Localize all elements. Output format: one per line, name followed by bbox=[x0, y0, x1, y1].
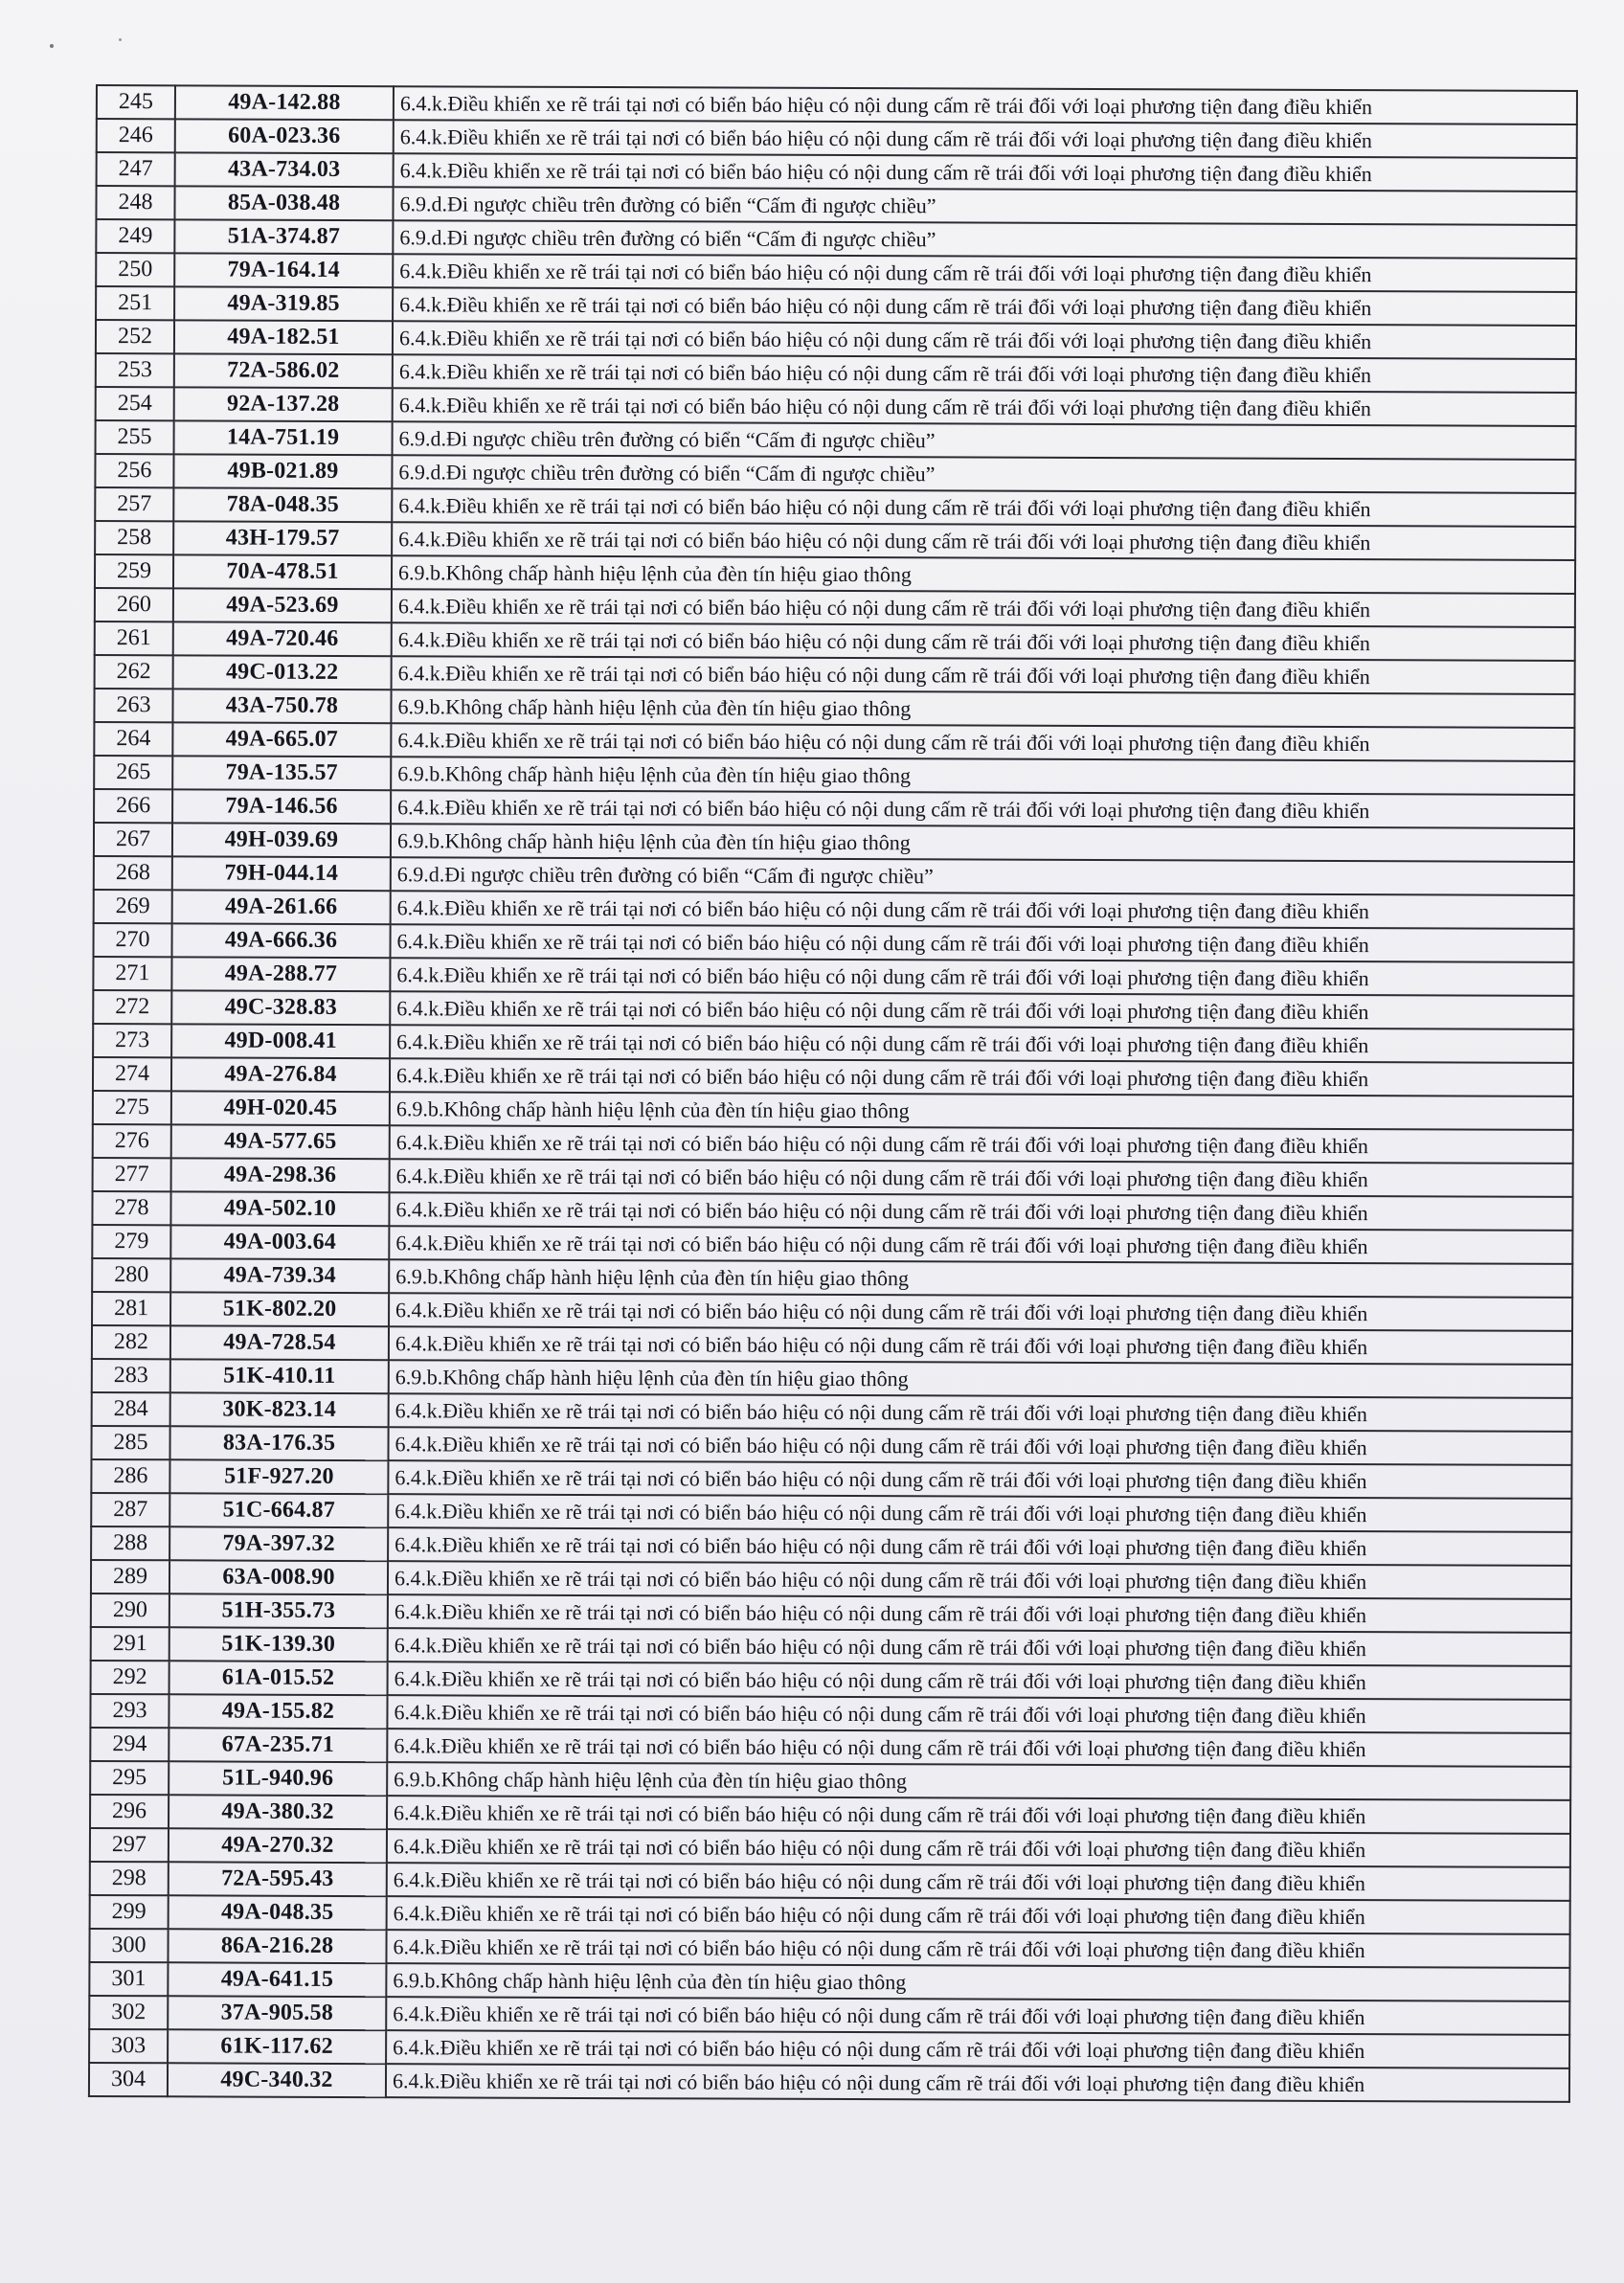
table-row bbox=[90, 1761, 1570, 1800]
violation-description: 6.4.k.Điều khiển xe rẽ trái tại nơi có biển báo hiệu có nội dung cấm rẽ trái đối với loại phương tiện đang điều khiển bbox=[388, 1427, 1571, 1465]
license-plate: 49A-577.65 bbox=[171, 1124, 390, 1159]
license-plate: 86A-216.28 bbox=[168, 1929, 386, 1963]
row-number: 302 bbox=[89, 1996, 168, 2029]
violation-description: 6.4.k.Điều khiển xe rẽ trái tại nơi có biển báo hiệu có nội dung cấm rẽ trái đối với loại phương tiện đang điều khiển bbox=[387, 1863, 1570, 1901]
license-plate: 43H-179.57 bbox=[173, 521, 392, 555]
license-plate: 49A-665.07 bbox=[172, 722, 391, 757]
table-row bbox=[94, 756, 1574, 795]
violation-description: 6.4.k.Điều khiển xe rẽ trái tại nơi có biển báo hiệu có nội dung cấm rẽ trái đối với loại phương tiện đang điều khiển bbox=[393, 354, 1576, 393]
violation-description: 6.4.k.Điều khiển xe rẽ trái tại nơi có biển báo hiệu có nội dung cấm rẽ trái đối với loại phương tiện đang điều khiển bbox=[389, 1192, 1572, 1231]
license-plate: 49A-182.51 bbox=[174, 320, 393, 354]
license-plate: 61K-117.62 bbox=[168, 2029, 386, 2064]
table-row bbox=[89, 1962, 1569, 2001]
table-row bbox=[93, 957, 1573, 996]
license-plate: 49H-039.69 bbox=[172, 823, 391, 857]
violation-description: 6.4.k.Điều khiển xe rẽ trái tại nơi có biển báo hiệu có nội dung cấm rẽ trái đối với loại phương tiện đang điều khiển bbox=[387, 1729, 1570, 1767]
license-plate: 63A-008.90 bbox=[169, 1560, 388, 1594]
violation-description: 6.4.k.Điều khiển xe rẽ trái tại nơi có biển báo hiệu có nội dung cấm rẽ trái đối với loại phương tiện đang điều khiển bbox=[390, 958, 1573, 996]
violation-description: 6.4.k.Điều khiển xe rẽ trái tại nơi có biển báo hiệu có nội dung cấm rẽ trái đối với loại phương tiện đang điều khiển bbox=[386, 2064, 1569, 2102]
row-number: 253 bbox=[96, 353, 174, 387]
violation-description: 6.4.k.Điều khiển xe rẽ trái tại nơi có biển báo hiệu có nội dung cấm rẽ trái đối với loại phương tiện đang điều khiển bbox=[394, 153, 1577, 192]
row-number: 277 bbox=[93, 1158, 171, 1191]
row-number: 291 bbox=[91, 1627, 169, 1661]
row-number: 285 bbox=[91, 1426, 169, 1459]
license-plate: 51F-927.20 bbox=[169, 1459, 388, 1494]
violation-description: 6.4.k.Điều khiển xe rẽ trái tại nơi có biển báo hiệu có nội dung cấm rẽ trái đối với loại phương tiện đang điều khiển bbox=[388, 1561, 1571, 1599]
table-row bbox=[93, 1091, 1573, 1130]
row-number: 260 bbox=[95, 588, 173, 622]
violation-description: 6.9.b.Không chấp hành hiệu lệnh của đèn tín hiệu giao thông bbox=[390, 1092, 1573, 1130]
row-number: 247 bbox=[97, 152, 175, 186]
table-row bbox=[90, 1895, 1570, 1934]
violation-description: 6.4.k.Điều khiển xe rẽ trái tại nơi có biển báo hiệu có nội dung cấm rẽ trái đối với loại phương tiện đang điều khiển bbox=[393, 321, 1576, 359]
row-number: 304 bbox=[89, 2063, 168, 2096]
table-row bbox=[90, 1795, 1570, 1834]
table-row bbox=[95, 521, 1575, 560]
row-number: 294 bbox=[90, 1728, 169, 1761]
row-number: 293 bbox=[90, 1694, 169, 1728]
violation-description: 6.4.k.Điều khiển xe rẽ trái tại nơi có biển báo hiệu có nội dung cấm rẽ trái đối với loại phương tiện đang điều khiển bbox=[389, 1393, 1572, 1432]
license-plate: 49C-328.83 bbox=[171, 990, 390, 1025]
table-row bbox=[89, 1929, 1569, 1968]
license-plate: 92A-137.28 bbox=[174, 387, 393, 421]
license-plate: 49H-020.45 bbox=[171, 1091, 390, 1125]
violation-description: 6.4.k.Điều khiển xe rẽ trái tại nơi có biển báo hiệu có nội dung cấm rẽ trái đối với loại phương tiện đang điều khiển bbox=[389, 1326, 1572, 1365]
violation-description: 6.4.k.Điều khiển xe rẽ trái tại nơi có biển báo hiệu có nội dung cấm rẽ trái đối với loại phương tiện đang điều khiển bbox=[388, 1527, 1571, 1566]
violation-description: 6.4.k.Điều khiển xe rẽ trái tại nơi có biển báo hiệu có nội dung cấm rẽ trái đối với loại phương tiện đang điều khiển bbox=[394, 86, 1577, 124]
row-number: 287 bbox=[91, 1493, 169, 1526]
violation-description: 6.4.k.Điều khiển xe rẽ trái tại nơi có biển báo hiệu có nội dung cấm rẽ trái đối với loại phương tiện đang điều khiển bbox=[390, 1125, 1573, 1164]
row-number: 279 bbox=[92, 1225, 170, 1258]
violation-description: 6.4.k.Điều khiển xe rẽ trái tại nơi có biển báo hiệu có nội dung cấm rẽ trái đối với loại phương tiện đang điều khiển bbox=[391, 723, 1574, 761]
violation-description: 6.9.b.Không chấp hành hiệu lệnh của đèn tín hiệu giao thông bbox=[391, 757, 1574, 795]
speck-mark bbox=[119, 38, 122, 41]
row-number: 274 bbox=[93, 1057, 171, 1091]
violation-description: 6.4.k.Điều khiển xe rẽ trái tại nơi có biển báo hiệu có nội dung cấm rẽ trái đối với loại phương tiện đang điều khiển bbox=[389, 1293, 1572, 1331]
row-number: 295 bbox=[90, 1761, 169, 1795]
license-plate: 83A-176.35 bbox=[169, 1426, 388, 1460]
violation-description: 6.4.k.Điều khiển xe rẽ trái tại nơi có biển báo hiệu có nội dung cấm rẽ trái đối với loại phương tiện đang điều khiển bbox=[388, 1460, 1571, 1499]
row-number: 297 bbox=[90, 1828, 169, 1862]
violation-description: 6.9.d.Đi ngược chiều trên đường có biển “Cấm đi ngược chiều” bbox=[391, 857, 1574, 895]
license-plate: 49C-340.32 bbox=[168, 2063, 386, 2097]
row-number: 267 bbox=[94, 823, 172, 856]
violation-description: 6.4.k.Điều khiển xe rẽ trái tại nơi có biển báo hiệu có nội dung cấm rẽ trái đối với loại phương tiện đang điều khiển bbox=[392, 622, 1575, 661]
table-row bbox=[94, 722, 1574, 761]
license-plate: 79A-135.57 bbox=[172, 756, 391, 790]
table-row bbox=[93, 1057, 1573, 1096]
violation-description: 6.4.k.Điều khiển xe rẽ trái tại nơi có biển báo hiệu có nội dung cấm rẽ trái đối với loại phương tiện đang điều khiển bbox=[387, 1796, 1570, 1834]
table-row bbox=[94, 689, 1574, 728]
row-number: 290 bbox=[91, 1594, 169, 1627]
row-number: 245 bbox=[97, 85, 175, 119]
license-plate: 72A-595.43 bbox=[169, 1862, 387, 1896]
row-number: 248 bbox=[96, 186, 174, 219]
row-number: 261 bbox=[95, 622, 173, 655]
row-number: 272 bbox=[93, 990, 171, 1024]
table-row bbox=[91, 1661, 1571, 1700]
violation-description: 6.9.b.Không chấp hành hiệu lệnh của đèn tín hiệu giao thông bbox=[389, 1259, 1572, 1298]
violation-description: 6.4.k.Điều khiển xe rẽ trái tại nơi có biển báo hiệu có nội dung cấm rẽ trái đối với loại phương tiện đang điều khiển bbox=[391, 790, 1574, 828]
license-plate: 51H-355.73 bbox=[169, 1594, 388, 1628]
violation-description: 6.4.k.Điều khiển xe rẽ trái tại nơi có biển báo hiệu có nội dung cấm rẽ trái đối với loại phương tiện đang điều khiển bbox=[388, 1628, 1571, 1666]
license-plate: 49C-013.22 bbox=[173, 655, 392, 689]
violation-description: 6.9.d.Đi ngược chiều trên đường có biển “Cấm đi ngược chiều” bbox=[393, 187, 1576, 225]
table-row bbox=[95, 487, 1575, 527]
row-number: 252 bbox=[96, 320, 174, 353]
table-row bbox=[92, 1325, 1572, 1365]
license-plate: 43A-750.78 bbox=[172, 689, 391, 723]
row-number: 288 bbox=[91, 1526, 169, 1560]
table-row bbox=[91, 1426, 1571, 1465]
table-row bbox=[95, 454, 1575, 493]
table-row bbox=[90, 1728, 1570, 1767]
violation-description: 6.4.k.Điều khiển xe rẽ trái tại nơi có biển báo hiệu có nội dung cấm rẽ trái đối với loại phương tiện đang điều khiển bbox=[387, 1695, 1570, 1733]
license-plate: 49A-666.36 bbox=[172, 923, 391, 958]
table-row bbox=[91, 1627, 1571, 1666]
license-plate: 49A-319.85 bbox=[174, 286, 393, 321]
row-number: 265 bbox=[94, 756, 172, 789]
table-row bbox=[94, 789, 1574, 828]
table-row bbox=[97, 119, 1577, 158]
row-number: 254 bbox=[96, 387, 174, 420]
license-plate: 43A-734.03 bbox=[175, 152, 394, 187]
license-plate: 49A-261.66 bbox=[172, 890, 391, 924]
license-plate: 70A-478.51 bbox=[173, 554, 392, 589]
row-number: 271 bbox=[93, 957, 171, 990]
license-plate: 49A-288.77 bbox=[171, 957, 390, 991]
license-plate: 49A-728.54 bbox=[170, 1325, 389, 1360]
row-number: 262 bbox=[95, 655, 173, 689]
table-row bbox=[94, 856, 1574, 895]
row-number: 255 bbox=[96, 420, 174, 454]
table-row bbox=[96, 186, 1576, 225]
table-row bbox=[96, 286, 1576, 326]
table-row bbox=[91, 1526, 1571, 1566]
license-plate: 14A-751.19 bbox=[174, 420, 393, 455]
license-plate: 49A-298.36 bbox=[171, 1158, 390, 1192]
violation-description: 6.9.b.Không chấp hành hiệu lệnh của đèn tín hiệu giao thông bbox=[386, 1963, 1569, 2001]
row-number: 266 bbox=[94, 789, 172, 823]
table-row bbox=[92, 1225, 1572, 1264]
row-number: 263 bbox=[94, 689, 172, 722]
violation-description: 6.9.d.Đi ngược chiều trên đường có biển “Cấm đi ngược chiều” bbox=[393, 220, 1576, 259]
table-row bbox=[92, 1359, 1572, 1398]
row-number: 301 bbox=[89, 1962, 168, 1996]
violation-description: 6.4.k.Điều khiển xe rẽ trái tại nơi có biển báo hiệu có nội dung cấm rẽ trái đối với loại phương tiện đang điều khiển bbox=[389, 1226, 1572, 1264]
speck-mark bbox=[50, 44, 54, 48]
row-number: 282 bbox=[92, 1325, 170, 1359]
table-row bbox=[92, 1292, 1572, 1331]
table-row bbox=[95, 622, 1575, 661]
license-plate: 49D-008.41 bbox=[171, 1024, 390, 1058]
violation-description: 6.4.k.Điều khiển xe rẽ trái tại nơi có biển báo hiệu có nội dung cấm rẽ trái đối với loại phương tiện đang điều khiển bbox=[390, 1159, 1573, 1197]
table-row bbox=[89, 2029, 1569, 2068]
table-row bbox=[96, 253, 1576, 292]
row-number: 278 bbox=[92, 1191, 170, 1225]
violation-description: 6.4.k.Điều khiển xe rẽ trái tại nơi có biển báo hiệu có nội dung cấm rẽ trái đối với loại phương tiện đang điều khiển bbox=[393, 254, 1576, 292]
violation-description: 6.4.k.Điều khiển xe rẽ trái tại nơi có biển báo hiệu có nội dung cấm rẽ trái đối với loại phương tiện đang điều khiển bbox=[386, 2030, 1569, 2068]
table-row bbox=[93, 1124, 1573, 1164]
license-plate: 51K-139.30 bbox=[169, 1627, 388, 1661]
violation-description: 6.4.k.Điều khiển xe rẽ trái tại nơi có biển báo hiệu có nội dung cấm rẽ trái đối với loại phương tiện đang điều khiển bbox=[386, 1997, 1569, 2035]
license-plate: 49A-739.34 bbox=[170, 1258, 389, 1293]
table-row bbox=[92, 1258, 1572, 1298]
row-number: 249 bbox=[96, 219, 174, 253]
table-row bbox=[94, 823, 1574, 862]
violation-description: 6.4.k.Điều khiển xe rẽ trái tại nơi có biển báo hiệu có nội dung cấm rẽ trái đối với loại phương tiện đang điều khiển bbox=[388, 1661, 1571, 1700]
table-row bbox=[95, 588, 1575, 627]
violation-description: 6.4.k.Điều khiển xe rẽ trái tại nơi có biển báo hiệu có nội dung cấm rẽ trái đối với loại phương tiện đang điều khiển bbox=[390, 1058, 1573, 1096]
violation-description: 6.4.k.Điều khiển xe rẽ trái tại nơi có biển báo hiệu có nội dung cấm rẽ trái đối với loại phương tiện đang điều khiển bbox=[394, 120, 1577, 158]
violation-description: 6.4.k.Điều khiển xe rẽ trái tại nơi có biển báo hiệu có nội dung cấm rẽ trái đối với loại phương tiện đang điều khiển bbox=[387, 1896, 1570, 1934]
row-number: 275 bbox=[93, 1091, 171, 1124]
table-row bbox=[93, 1158, 1573, 1197]
row-number: 303 bbox=[89, 2029, 168, 2063]
license-plate: 49A-502.10 bbox=[170, 1191, 389, 1226]
row-number: 289 bbox=[91, 1560, 169, 1594]
row-number: 268 bbox=[94, 856, 172, 890]
table-row bbox=[89, 1996, 1569, 2035]
row-number: 284 bbox=[92, 1392, 170, 1426]
row-number: 251 bbox=[96, 286, 174, 320]
license-plate: 49A-720.46 bbox=[173, 622, 392, 656]
violation-description: 6.4.k.Điều khiển xe rẽ trái tại nơi có biển báo hiệu có nội dung cấm rẽ trái đối với loại phương tiện đang điều khiển bbox=[392, 522, 1575, 560]
license-plate: 79H-044.14 bbox=[172, 856, 391, 891]
license-plate: 60A-023.36 bbox=[175, 119, 394, 153]
violation-description: 6.4.k.Điều khiển xe rẽ trái tại nơi có biển báo hiệu có nội dung cấm rẽ trái đối với loại phương tiện đang điều khiển bbox=[392, 589, 1575, 627]
violation-table-body bbox=[89, 85, 1577, 2102]
table-row bbox=[90, 1828, 1570, 1867]
row-number: 256 bbox=[95, 454, 173, 487]
license-plate: 51K-802.20 bbox=[170, 1292, 389, 1326]
violation-description: 6.9.d.Đi ngược chiều trên đường có biển “Cấm đi ngược chiều” bbox=[392, 455, 1575, 493]
row-number: 281 bbox=[92, 1292, 170, 1325]
license-plate: 49A-276.84 bbox=[171, 1057, 390, 1092]
row-number: 283 bbox=[92, 1359, 170, 1392]
license-plate: 51L-940.96 bbox=[169, 1761, 387, 1796]
license-plate: 85A-038.48 bbox=[174, 186, 393, 220]
violation-description: 6.9.b.Không chấp hành hiệu lệnh của đèn tín hiệu giao thông bbox=[391, 824, 1574, 862]
license-plate: 51A-374.87 bbox=[174, 219, 393, 254]
license-plate: 49A-380.32 bbox=[169, 1795, 387, 1829]
table-row bbox=[89, 2063, 1569, 2102]
row-number: 276 bbox=[93, 1124, 171, 1158]
table-row bbox=[96, 420, 1576, 460]
table-row bbox=[91, 1560, 1571, 1599]
table-row bbox=[91, 1493, 1571, 1532]
row-number: 250 bbox=[96, 253, 174, 286]
row-number: 298 bbox=[90, 1862, 169, 1895]
table-row bbox=[96, 320, 1576, 359]
row-number: 259 bbox=[95, 554, 173, 588]
license-plate: 37A-905.58 bbox=[168, 1996, 386, 2030]
table-row bbox=[92, 1392, 1572, 1432]
license-plate: 78A-048.35 bbox=[173, 487, 392, 522]
license-plate: 61A-015.52 bbox=[169, 1661, 388, 1695]
violation-description: 6.9.b.Không chấp hành hiệu lệnh của đèn tín hiệu giao thông bbox=[392, 555, 1575, 594]
license-plate: 72A-586.02 bbox=[174, 353, 393, 388]
row-number: 269 bbox=[94, 890, 172, 923]
license-plate: 79A-146.56 bbox=[172, 789, 391, 824]
violation-description: 6.4.k.Điều khiển xe rẽ trái tại nơi có biển báo hiệu có nội dung cấm rẽ trái đối với loại phương tiện đang điều khiển bbox=[393, 388, 1576, 426]
license-plate: 49A-641.15 bbox=[168, 1962, 386, 1997]
table-row bbox=[90, 1694, 1570, 1733]
violation-description: 6.4.k.Điều khiển xe rẽ trái tại nơi có biển báo hiệu có nội dung cấm rẽ trái đối với loại phương tiện đang điều khiển bbox=[392, 488, 1575, 527]
row-number: 257 bbox=[95, 487, 173, 521]
row-number: 246 bbox=[97, 119, 175, 152]
table-row bbox=[93, 990, 1573, 1029]
row-number: 300 bbox=[89, 1929, 168, 1962]
table-row bbox=[92, 1191, 1572, 1231]
violation-description: 6.4.k.Điều khiển xe rẽ trái tại nơi có biển báo hiệu có nội dung cấm rẽ trái đối với loại phương tiện đang điều khiển bbox=[388, 1494, 1571, 1532]
row-number: 264 bbox=[94, 722, 172, 756]
table-row bbox=[95, 655, 1575, 694]
table-row bbox=[95, 554, 1575, 594]
license-plate: 79A-397.32 bbox=[169, 1526, 388, 1561]
violation-description: 6.9.b.Không chấp hành hiệu lệnh của đèn tín hiệu giao thông bbox=[389, 1360, 1572, 1398]
violation-description: 6.4.k.Điều khiển xe rẽ trái tại nơi có biển báo hiệu có nội dung cấm rẽ trái đối với loại phương tiện đang điều khiển bbox=[387, 1829, 1570, 1867]
violation-description: 6.4.k.Điều khiển xe rẽ trái tại nơi có biển báo hiệu có nội dung cấm rẽ trái đối với loại phương tiện đang điều khiển bbox=[390, 991, 1573, 1029]
table-row bbox=[91, 1594, 1571, 1633]
table-row bbox=[94, 923, 1574, 962]
license-plate: 51C-664.87 bbox=[169, 1493, 388, 1527]
violation-description: 6.4.k.Điều khiển xe rẽ trái tại nơi có biển báo hiệu có nội dung cấm rẽ trái đối với loại phương tiện đang điều khiển bbox=[388, 1594, 1571, 1633]
license-plate: 49A-270.32 bbox=[169, 1828, 387, 1863]
table-row bbox=[96, 219, 1576, 259]
license-plate: 49A-523.69 bbox=[173, 588, 392, 622]
license-plate: 49B-021.89 bbox=[173, 454, 392, 488]
row-number: 270 bbox=[94, 923, 172, 957]
license-plate: 79A-164.14 bbox=[174, 253, 393, 287]
violation-description: 6.9.b.Không chấp hành hiệu lệnh của đèn tín hiệu giao thông bbox=[387, 1762, 1570, 1800]
violation-description: 6.4.k.Điều khiển xe rẽ trái tại nơi có biển báo hiệu có nội dung cấm rẽ trái đối với loại phương tiện đang điều khiển bbox=[390, 1025, 1573, 1063]
violation-description: 6.4.k.Điều khiển xe rẽ trái tại nơi có biển báo hiệu có nội dung cấm rẽ trái đối với loại phương tiện đang điều khiển bbox=[393, 287, 1576, 326]
table-row bbox=[97, 85, 1577, 124]
row-number: 292 bbox=[91, 1661, 169, 1694]
violation-table bbox=[88, 84, 1578, 2103]
table-row bbox=[96, 353, 1576, 393]
license-plate: 49A-142.88 bbox=[175, 85, 394, 120]
table-row bbox=[97, 152, 1577, 192]
row-number: 299 bbox=[90, 1895, 169, 1929]
license-plate: 67A-235.71 bbox=[169, 1728, 387, 1762]
row-number: 280 bbox=[92, 1258, 170, 1292]
table-row bbox=[94, 890, 1574, 929]
license-plate: 49A-048.35 bbox=[169, 1895, 387, 1930]
table-row bbox=[90, 1862, 1570, 1901]
row-number: 258 bbox=[95, 521, 173, 554]
row-number: 286 bbox=[91, 1459, 169, 1493]
violation-description: 6.4.k.Điều khiển xe rẽ trái tại nơi có biển báo hiệu có nội dung cấm rẽ trái đối với loại phương tiện đang điều khiển bbox=[391, 891, 1574, 929]
license-plate: 49A-003.64 bbox=[170, 1225, 389, 1259]
violation-description: 6.9.d.Đi ngược chiều trên đường có biển “Cấm đi ngược chiều” bbox=[393, 421, 1576, 460]
license-plate: 49A-155.82 bbox=[169, 1694, 387, 1729]
row-number: 273 bbox=[93, 1024, 171, 1057]
violation-table-wrapper bbox=[88, 84, 1578, 2103]
violation-description: 6.4.k.Điều khiển xe rẽ trái tại nơi có biển báo hiệu có nội dung cấm rẽ trái đối với loại phương tiện đang điều khiển bbox=[390, 924, 1573, 962]
license-plate: 30K-823.14 bbox=[170, 1392, 389, 1427]
violation-description: 6.4.k.Điều khiển xe rẽ trái tại nơi có biển báo hiệu có nội dung cấm rẽ trái đối với loại phương tiện đang điều khiển bbox=[386, 1930, 1569, 1968]
row-number: 296 bbox=[90, 1795, 169, 1828]
license-plate: 51K-410.11 bbox=[170, 1359, 389, 1393]
violation-description: 6.9.b.Không chấp hành hiệu lệnh của đèn tín hiệu giao thông bbox=[391, 689, 1574, 728]
violation-description: 6.4.k.Điều khiển xe rẽ trái tại nơi có biển báo hiệu có nội dung cấm rẽ trái đối với loại phương tiện đang điều khiển bbox=[392, 656, 1575, 694]
table-row bbox=[96, 387, 1576, 426]
table-row bbox=[93, 1024, 1573, 1063]
table-row bbox=[91, 1459, 1571, 1499]
